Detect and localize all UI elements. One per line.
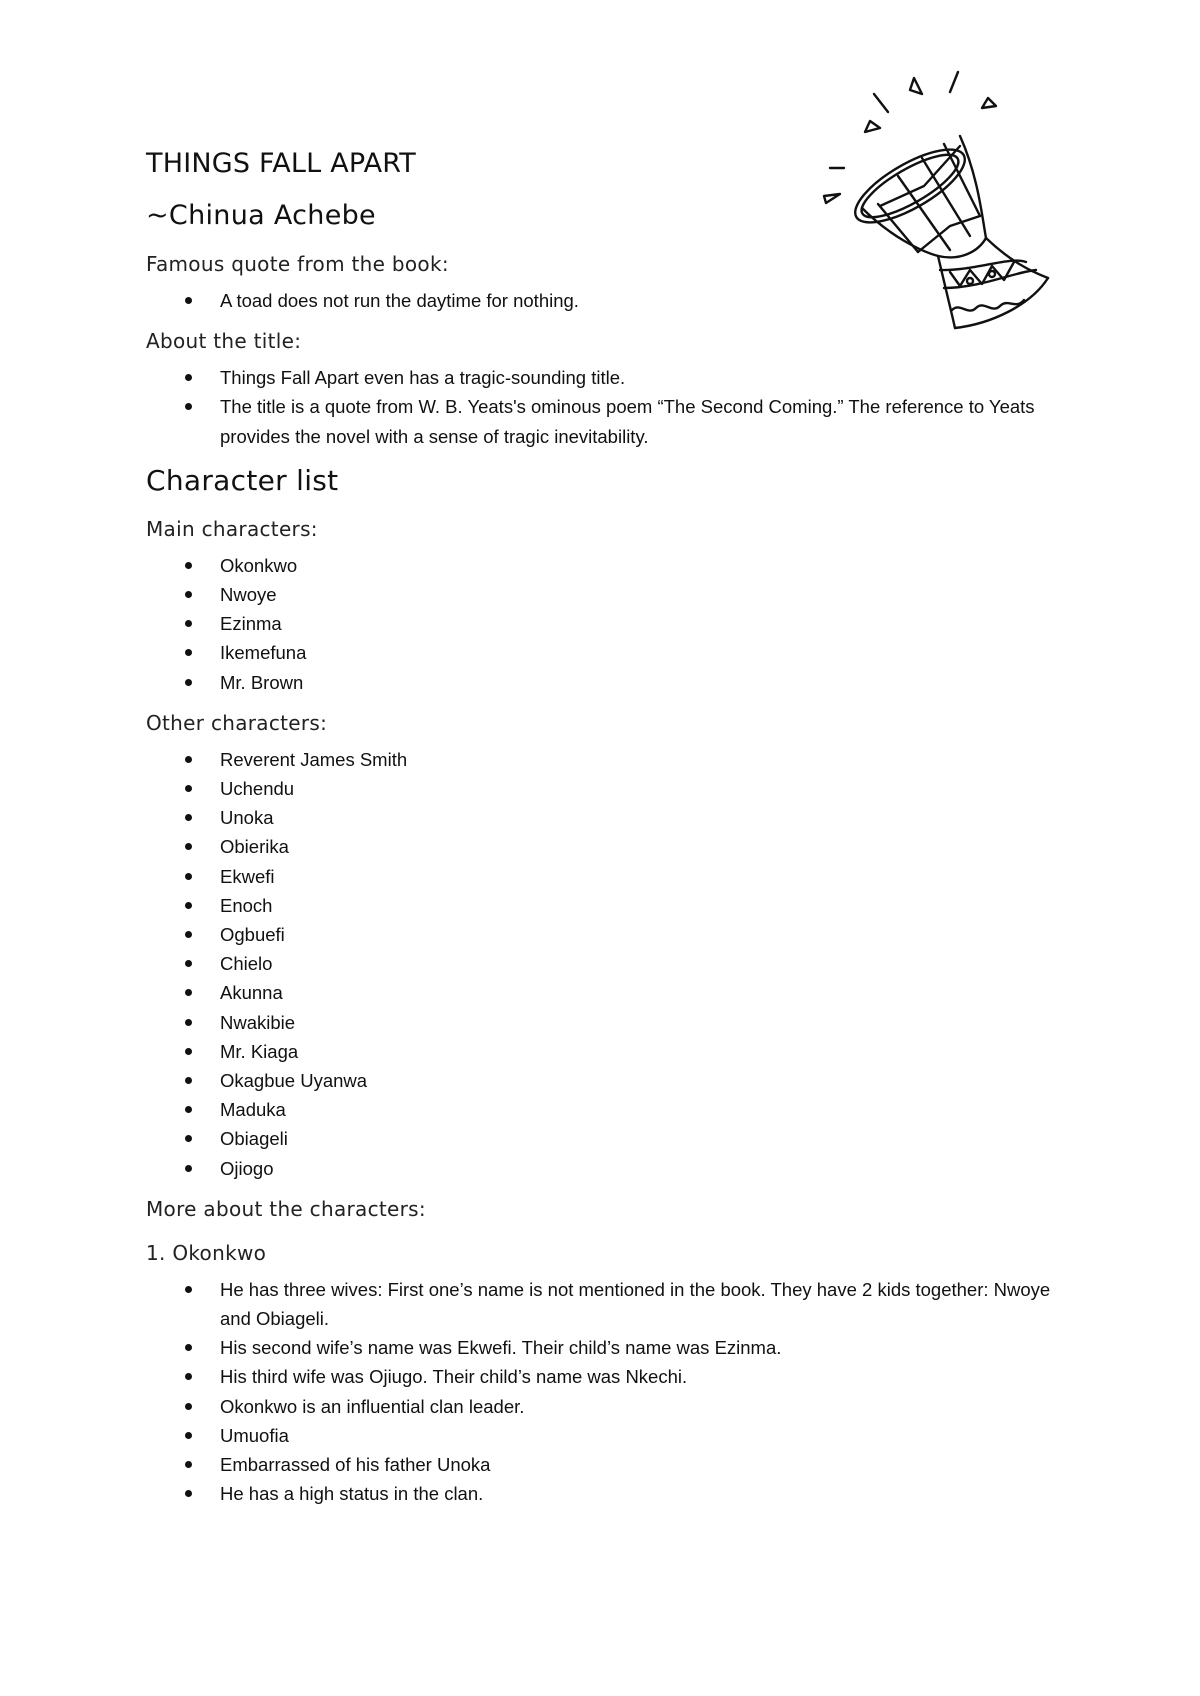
okonkwo-heading: 1. Okonkwo bbox=[146, 1240, 267, 1265]
okonkwo-list bbox=[146, 1275, 1066, 1509]
list-item: Embarrassed of his father Unoka bbox=[146, 1450, 1066, 1479]
list-item: Nwakibie bbox=[146, 1008, 1066, 1037]
list-item: Mr. Brown bbox=[146, 668, 1066, 697]
list-item: Obiageli bbox=[146, 1124, 1066, 1153]
list-item: The title is a quote from W. B. Yeats's ominous poem “The Second Coming.” The reference to Yeats provides the novel with a sense of tragic inevitability. bbox=[146, 392, 1066, 450]
list-item: Ikemefuna bbox=[146, 638, 1066, 667]
other-characters-heading: Other characters: bbox=[146, 710, 328, 735]
author-line: ~Chinua Achebe bbox=[146, 200, 376, 231]
list-item: Things Fall Apart even has a tragic-sounding title. bbox=[146, 363, 1066, 392]
list-item: Chielo bbox=[146, 949, 1066, 978]
list-item: Uchendu bbox=[146, 774, 1066, 803]
list-item: Unoka bbox=[146, 803, 1066, 832]
document-content bbox=[146, 138, 1066, 1513]
list-item: Maduka bbox=[146, 1095, 1066, 1124]
list-item: A toad does not run the daytime for nothing. bbox=[146, 286, 1066, 315]
character-section-heading: Character list bbox=[146, 463, 339, 497]
more-characters-heading: More about the characters: bbox=[146, 1196, 426, 1221]
list-item: Ogbuefi bbox=[146, 920, 1066, 949]
list-item: Ekwefi bbox=[146, 862, 1066, 891]
list-item: Mr. Kiaga bbox=[146, 1037, 1066, 1066]
quote-list bbox=[146, 286, 1066, 315]
list-item: His second wife’s name was Ekwefi. Their child’s name was Ezinma. bbox=[146, 1333, 1066, 1362]
other-characters-list bbox=[146, 745, 1066, 1183]
list-item: Obierika bbox=[146, 832, 1066, 861]
document-title: THINGS FALL APART bbox=[146, 148, 416, 179]
list-item: He has three wives: First one’s name is not mentioned in the book. They have 2 kids together: Nwoye and Obiageli. bbox=[146, 1275, 1066, 1333]
main-characters-list bbox=[146, 551, 1066, 697]
list-item: Enoch bbox=[146, 891, 1066, 920]
list-item: Nwoye bbox=[146, 580, 1066, 609]
list-item: Okonkwo bbox=[146, 551, 1066, 580]
list-item: Umuofia bbox=[146, 1421, 1066, 1450]
list-item: Ojiogo bbox=[146, 1154, 1066, 1183]
main-characters-heading: Main characters: bbox=[146, 516, 318, 541]
list-item: Ezinma bbox=[146, 609, 1066, 638]
list-item: His third wife was Ojiugo. Their child’s name was Nkechi. bbox=[146, 1362, 1066, 1391]
list-item: He has a high status in the clan. bbox=[146, 1479, 1066, 1508]
title-list bbox=[146, 363, 1066, 451]
title-heading: About the title: bbox=[146, 329, 302, 354]
list-item: Okonkwo is an influential clan leader. bbox=[146, 1392, 1066, 1421]
quote-heading: Famous quote from the book: bbox=[146, 252, 449, 276]
list-item: Okagbue Uyanwa bbox=[146, 1066, 1066, 1095]
list-item: Reverent James Smith bbox=[146, 745, 1066, 774]
list-item: Akunna bbox=[146, 978, 1066, 1007]
